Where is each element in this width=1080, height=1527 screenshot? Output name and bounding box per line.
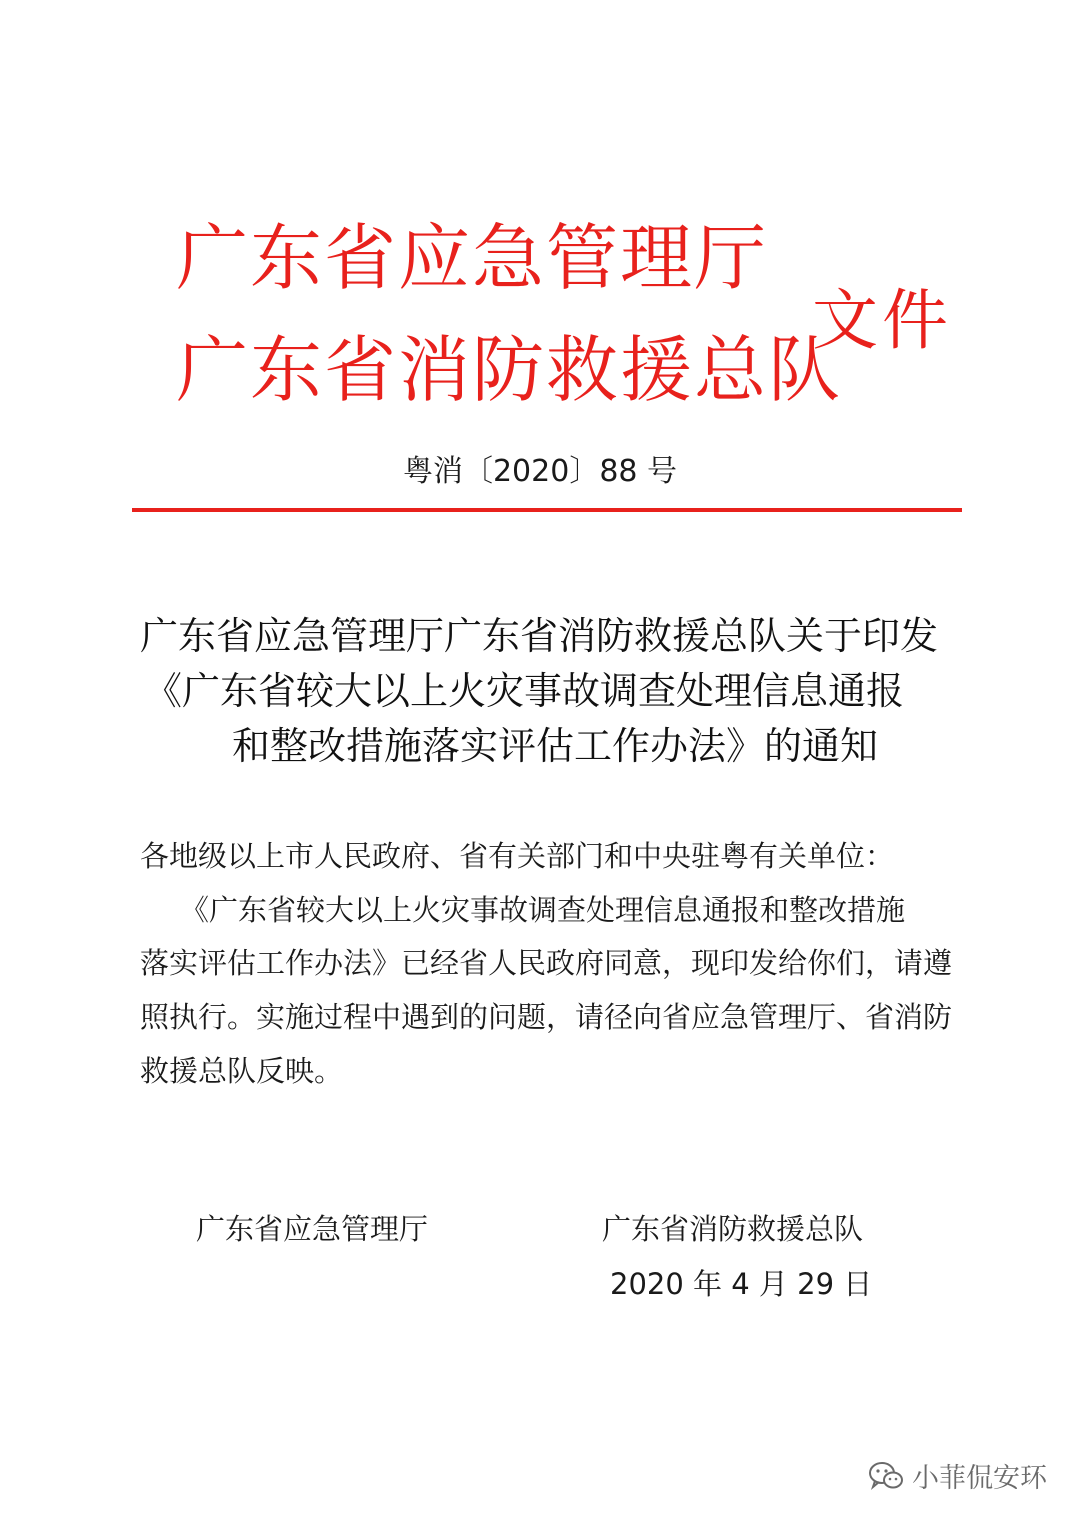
body-line-2: 落实评估工作办法》已经省人民政府同意，现印发给你们，请遵: [140, 946, 953, 980]
salutation: 各地级以上市人民政府、省有关部门和中央驻粤有关单位：: [140, 839, 895, 873]
body-line-1: 《广东省较大以上火灾事故调查处理信息通报和整改措施: [180, 893, 906, 927]
issuer-line-2: 广东省消防救援总队: [176, 328, 843, 412]
signature-right: 广东省消防救援总队: [602, 1212, 864, 1246]
issuer-line-1: 广东省应急管理厅: [176, 216, 769, 300]
watermark-text: 小菲侃安环: [912, 1463, 1047, 1494]
document-number: 粤消〔2020〕88 号: [402, 454, 678, 489]
signature-left: 广东省应急管理厅: [196, 1212, 429, 1246]
body-line-4: 救援总队反映。: [140, 1054, 344, 1088]
title-line-3: 和整改措施落实评估工作办法》的通知: [232, 724, 879, 768]
watermark: [868, 1456, 1047, 1495]
document-type-label: 文件: [812, 282, 952, 359]
title-line-2: 《广东省较大以上火灾事故调查处理信息通报: [144, 669, 905, 713]
red-divider-line: [132, 508, 962, 512]
title-line-1: 广东省应急管理厅广东省消防救援总队关于印发: [140, 614, 939, 658]
wechat-icon: [868, 1461, 904, 1491]
signature-date: 2020 年 4 月 29 日: [610, 1267, 873, 1301]
body-line-3: 照执行。实施过程中遇到的问题，请径向省应急管理厅、省消防: [140, 1000, 953, 1034]
